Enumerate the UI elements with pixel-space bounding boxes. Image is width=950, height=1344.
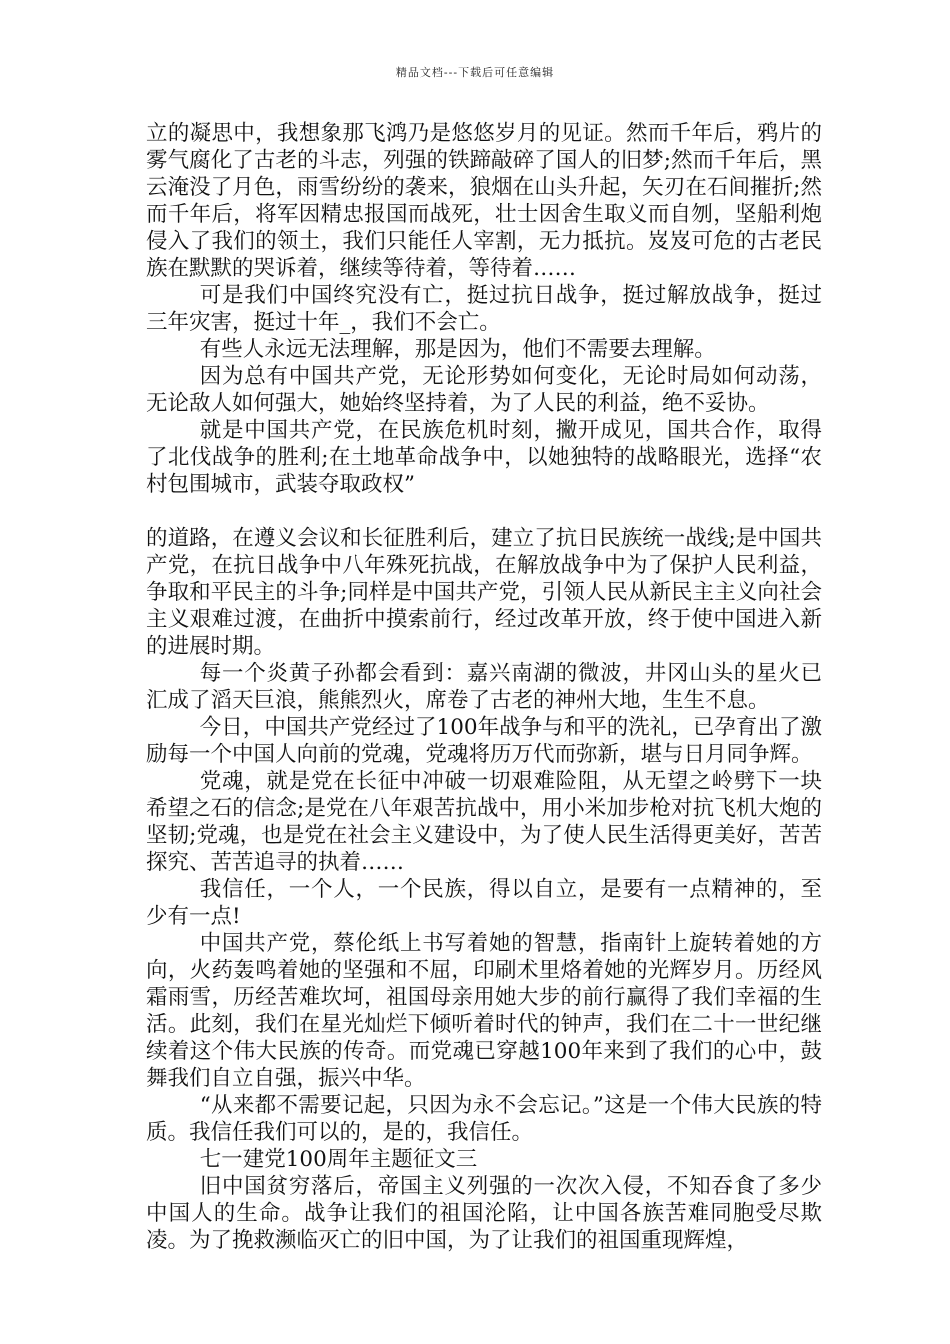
paragraph: 每一个炎黄子孙都会看到：嘉兴南湖的微波，井冈山头的星火已汇成了滔天巨浪，熊熊烈火，席卷了古老的神州大地，生生不息。 [146,661,822,713]
paragraph: 有些人永远无法理解，那是因为，他们不需要去理解。 [199,337,716,362]
section-heading: 七一建党100周年主题征文三 [199,1147,478,1172]
paragraph: 党魂，就是党在长征中冲破一切艰难险阻，从无望之岭劈下一块希望之石的信念;是党在八年艰苦抗战中，用小米加步枪对抗飞机大炮的坚韧;党魂，也是党在社会主义建设中，为了使人民生活得更美好，苦苦探究、苦苦追寻的执着…… [146,769,822,875]
paragraph: 的道路，在遵义会议和长征胜利后，建立了抗日民族统一战线;是中国共产党，在抗日战争中八年殊死抗战，在解放战争中为了保护人民利益，争取和平民主的斗争;同样是中国共产党，引领人民从新民主主义向社会主义艰难过渡，在曲折中摸索前行，经过改革开放，终于使中国进入新的进展时期。 [146,526,822,659]
document-body [146,120,822,1254]
paragraph: 就是中国共产党，在民族危机时刻，撇开成见，国共合作，取得了北伐战争的胜利;在土地革命战争中，以她独特的战略眼光，选择“农村包围城市，武装夺取政权” [146,418,822,497]
paragraph: 今日，中国共产党经过了100年战争与和平的洗礼，已孕育出了激励每一个中国人向前的党魂，党魂将历万代而弥新，堪与日月同争辉。 [146,715,822,767]
paragraph: 立的凝思中，我想象那飞鸿乃是悠悠岁月的见证。然而千年后，鸦片的雾气腐化了古老的斗志，列强的铁蹄敲碎了国人的旧梦;然而千年后，黑云淹没了月色，雨雪纷纷的袭来，狼烟在山头升起，矢刃在石间摧折;然而千年后，将军因精忠报国而战死，壮士因舍生取义而自刎，坚船利炮侵入了我们的领土，我们只能任人宰割，无力抵抗。岌岌可危的古老民族在默默的哭诉着，继续等待着，等待着…… [146,121,822,281]
page-header: 精品文档---下载后可任意编辑 [395,66,555,79]
paragraph: 因为总有中国共产党，无论形势如何变化，无论时局如何动荡，无论敌人如何强大，她始终坚持着，为了人民的利益，绝不妥协。 [146,364,822,416]
paragraph: 中国共产党，蔡伦纸上书写着她的智慧，指南针上旋转着她的方向，火药轰鸣着她的坚强和不屈，印刷术里烙着她的光辉岁月。历经风霜雨雪，历经苦难坎坷，祖国母亲用她大步的前行赢得了我们幸福的生活。此刻，我们在星光灿烂下倾听着时代的钟声，我们在二十一世纪继续着这个伟大民族的传奇。而党魂已穿越100年来到了我们的心中，鼓舞我们自立自强，振兴中华。 [146,931,822,1091]
paragraph: 旧中国贫穷落后，帝国主义列强的一次次入侵，不知吞食了多少中国人的生命。战争让我们的祖国沦陷，让中国各族苦难同胞受尽欺凌。为了挽救濒临灭亡的旧中国，为了让我们的祖国重现辉煌， [146,1174,822,1253]
paragraph: “从来都不需要记起，只因为永不会忘记。”这是一个伟大民族的特质。我信任我们可以的，是的，我信任。 [146,1093,822,1145]
paragraph: 我信任，一个人，一个民族，得以自立，是要有一点精神的，至少有一点! [146,877,822,929]
paragraph: 可是我们中国终究没有亡，挺过抗日战争，挺过解放战争，挺过三年灾害，挺过十年_，我们不会亡。 [146,283,822,335]
